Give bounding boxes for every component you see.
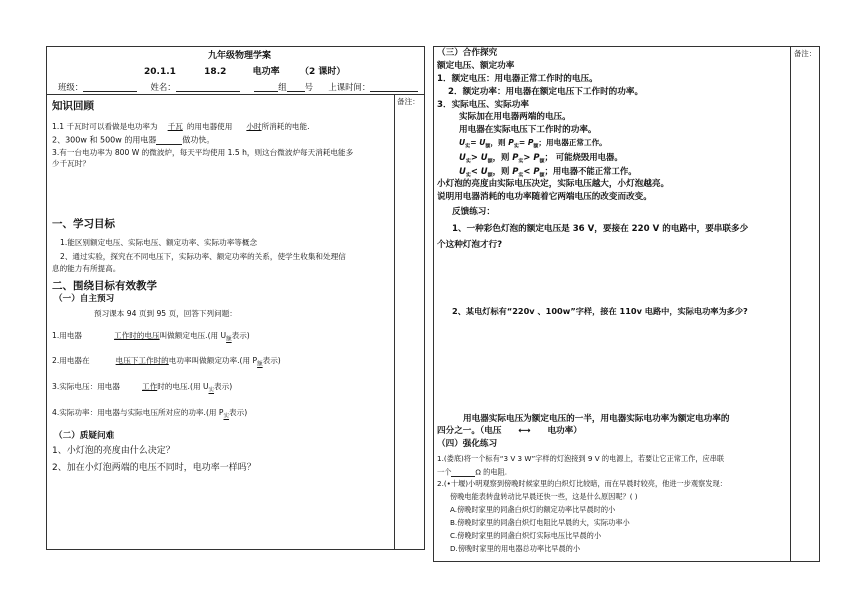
name-label: 姓名： xyxy=(150,82,176,92)
right-notes-divider xyxy=(790,46,791,562)
reinforcement-heading: （四）强化练习 xyxy=(437,439,498,449)
exercise-2-line2: 傍晚电能表转盘转动比早晨还快一些，这是什么原因呢？( ) xyxy=(450,492,638,501)
double-arrow-icon: ⟷ xyxy=(518,426,531,436)
rated-power-def: 2．额定功率：用电器在额定电压下工作时的功率。 xyxy=(448,87,644,97)
half-voltage-conclusion-line2: 四分之一。（电压 ⟷ 电功率） xyxy=(437,426,582,436)
number-field[interactable] xyxy=(287,82,305,92)
review-heading: 知识回顾 xyxy=(52,100,94,112)
number-label: 号 xyxy=(304,82,314,92)
left-notes-divider xyxy=(394,94,395,550)
exercise-1-blank[interactable] xyxy=(451,467,475,477)
answer-hour: 小时 xyxy=(246,122,262,131)
actual-voltage-def: 实际加在用电器两端的电压。 xyxy=(459,112,571,122)
review-q1: 1.1 千瓦时可以看做是电功率为 千瓦 的用电器使用 小时所消耗的电能. xyxy=(52,122,310,131)
answer-q2: 电压下工作时的 xyxy=(115,356,169,365)
student-info-row xyxy=(58,82,418,92)
preview-q2: 2.用电器在 电压下工作时的电功率叫做额定功率.(用 $P_额$表示) xyxy=(52,356,281,368)
feedback-heading: 反馈练习： xyxy=(452,207,495,217)
exercise-1-line1: 1.(娄底)将一个标有“3 V 3 W”字样的灯泡接到 9 V 的电源上，若要让它正常工作，应串联 xyxy=(437,454,725,463)
half-voltage-conclusion-line1: 用电器实际电压为额定电压的一半，用电器实际电功率为额定电功率的 xyxy=(463,414,730,424)
feedback-q1-line2: 个这种灯泡才行? xyxy=(437,240,503,250)
preview-q1: 1.用电器 工作时的电压叫做额定电压.(用 $U_额$表示) xyxy=(52,331,250,343)
review-q2-blank[interactable] xyxy=(156,135,182,145)
review-q3-line1: 3.有一台电功率为 800 W 的微波炉，每天平均使用 1.5 h，则这台微波炉每天消耗电能多 xyxy=(52,148,354,157)
group-field[interactable] xyxy=(254,82,278,92)
lesson-topic: 电功率 xyxy=(252,67,280,77)
cooperation-heading: （三）合作探究 xyxy=(437,48,498,58)
goal-item-2-line1: 2、通过实验，探究在不同电压下，实际功率、额定功率的关系，使学生收集和处理信 xyxy=(60,252,346,261)
exercise-2-option-b: B.傍晚时家里的同盏白炽灯电阻比早晨的大，实际功率小 xyxy=(450,518,630,527)
question-section-heading: （二）质疑问难 xyxy=(54,431,115,441)
goals-heading: 一、学习目标 xyxy=(52,218,115,230)
exercise-2-line1: 2.(•十堰)小明观察到傍晚时候家里的白炽灯比较暗，而在早晨时较亮，他进一步观察发现： xyxy=(437,479,727,488)
answer-kilowatt: 千瓦 xyxy=(167,122,183,131)
teaching-heading: 二、围绕目标有效教学 xyxy=(52,280,157,292)
exercise-2-option-c: C.傍晚时家里的同盏白炽灯实际电压比早晨的小 xyxy=(450,531,602,540)
power-voltage-note: 说明用电器消耗的电功率随着它两端电压的改变而改变。 xyxy=(437,192,652,202)
review-q2: 2、300w 和 500w 的用电器 做功快。 xyxy=(52,135,215,145)
preview-q4: 4.实际功率：用电器与实际电压所对应的功率.(用 $P_实$表示) xyxy=(52,408,248,420)
preview-q3: 3.实际电压：用电器 工作时的电压.(用 $U_实$表示) xyxy=(52,382,233,394)
goal-item-1: 1.能区别额定电压、实际电压、额定功率、实际功率等概念 xyxy=(60,238,258,247)
right-notes-label: 备注： xyxy=(794,49,817,58)
class-label: 班级： xyxy=(58,82,84,92)
lesson-code: 20.1.1 xyxy=(144,67,176,77)
preview-instruction: 预习课本 94 页到 95 页，回答下列问题： xyxy=(94,309,237,318)
exercise-2-option-d: D.傍晚时家里的用电器总功率比早晨的小 xyxy=(450,544,581,553)
doubt-2: 2、加在小灯泡两端的电压不同时，电功率一样吗？ xyxy=(52,463,256,473)
exercise-1-line2: 一个 Ω 的电阻. xyxy=(437,467,508,477)
section-number: 18.2 xyxy=(204,67,227,77)
date-field[interactable] xyxy=(370,82,418,92)
relation-row-less: $U_实< U_额$，则 $P_实< P_额$；用电器不能正常工作。 xyxy=(459,166,637,179)
name-field[interactable] xyxy=(176,82,240,92)
feedback-q1-line1: 1、一种彩色灯泡的额定电压是 36 V，要接在 220 V 的电路中，要串联多少 xyxy=(452,224,749,234)
rated-section-title: 额定电压、额定功率 xyxy=(437,61,515,71)
rated-voltage-def: 1．额定电压：用电器正常工作时的电压。 xyxy=(437,74,598,84)
relation-row-greater: $U_实> U_额$，则 $P_实> P_额$； 可能烧毁用电器。 xyxy=(459,152,623,165)
lesson-periods: （2 课时） xyxy=(299,67,346,77)
relation-row-equal: $U_实= U_额$，则 $P_实= P_额$；用电器正常工作。 xyxy=(459,138,607,150)
actual-section-title: 3．实际电压、实际功率 xyxy=(437,100,529,110)
exercise-2-option-a: A.傍晚时家里的同盏白炽灯的额定功率比早晨时的小 xyxy=(450,505,616,514)
feedback-q2: 2、某电灯标有“220v 、100w”字样，接在 110v 电路中，实际电功率为多少? xyxy=(452,306,748,316)
answer-q1: 工作时的电压 xyxy=(114,331,160,340)
group-label: 组 xyxy=(278,82,287,92)
self-preview-heading: （一）自主预习 xyxy=(54,294,115,304)
doubt-1: 1、小灯泡的亮度由什么决定？ xyxy=(52,446,175,456)
left-header-divider xyxy=(46,94,425,95)
lesson-heading xyxy=(144,67,345,78)
review-q3-line2: 少千瓦时？ xyxy=(52,159,90,168)
brightness-conclusion: 小灯泡的亮度由实际电压决定，实际电压越大，小灯泡越亮。 xyxy=(437,179,670,189)
date-label: 上课时间： xyxy=(328,82,371,92)
doc-title: 九年级物理学案 xyxy=(208,51,272,61)
goal-item-2-line2: 息的能力有所提高。 xyxy=(52,264,121,273)
actual-power-def: 用电器在实际电压下工作时的功率。 xyxy=(459,125,597,135)
class-field[interactable] xyxy=(83,82,137,92)
answer-q3: 工作 xyxy=(142,382,158,391)
left-notes-label: 备注： xyxy=(397,97,420,106)
